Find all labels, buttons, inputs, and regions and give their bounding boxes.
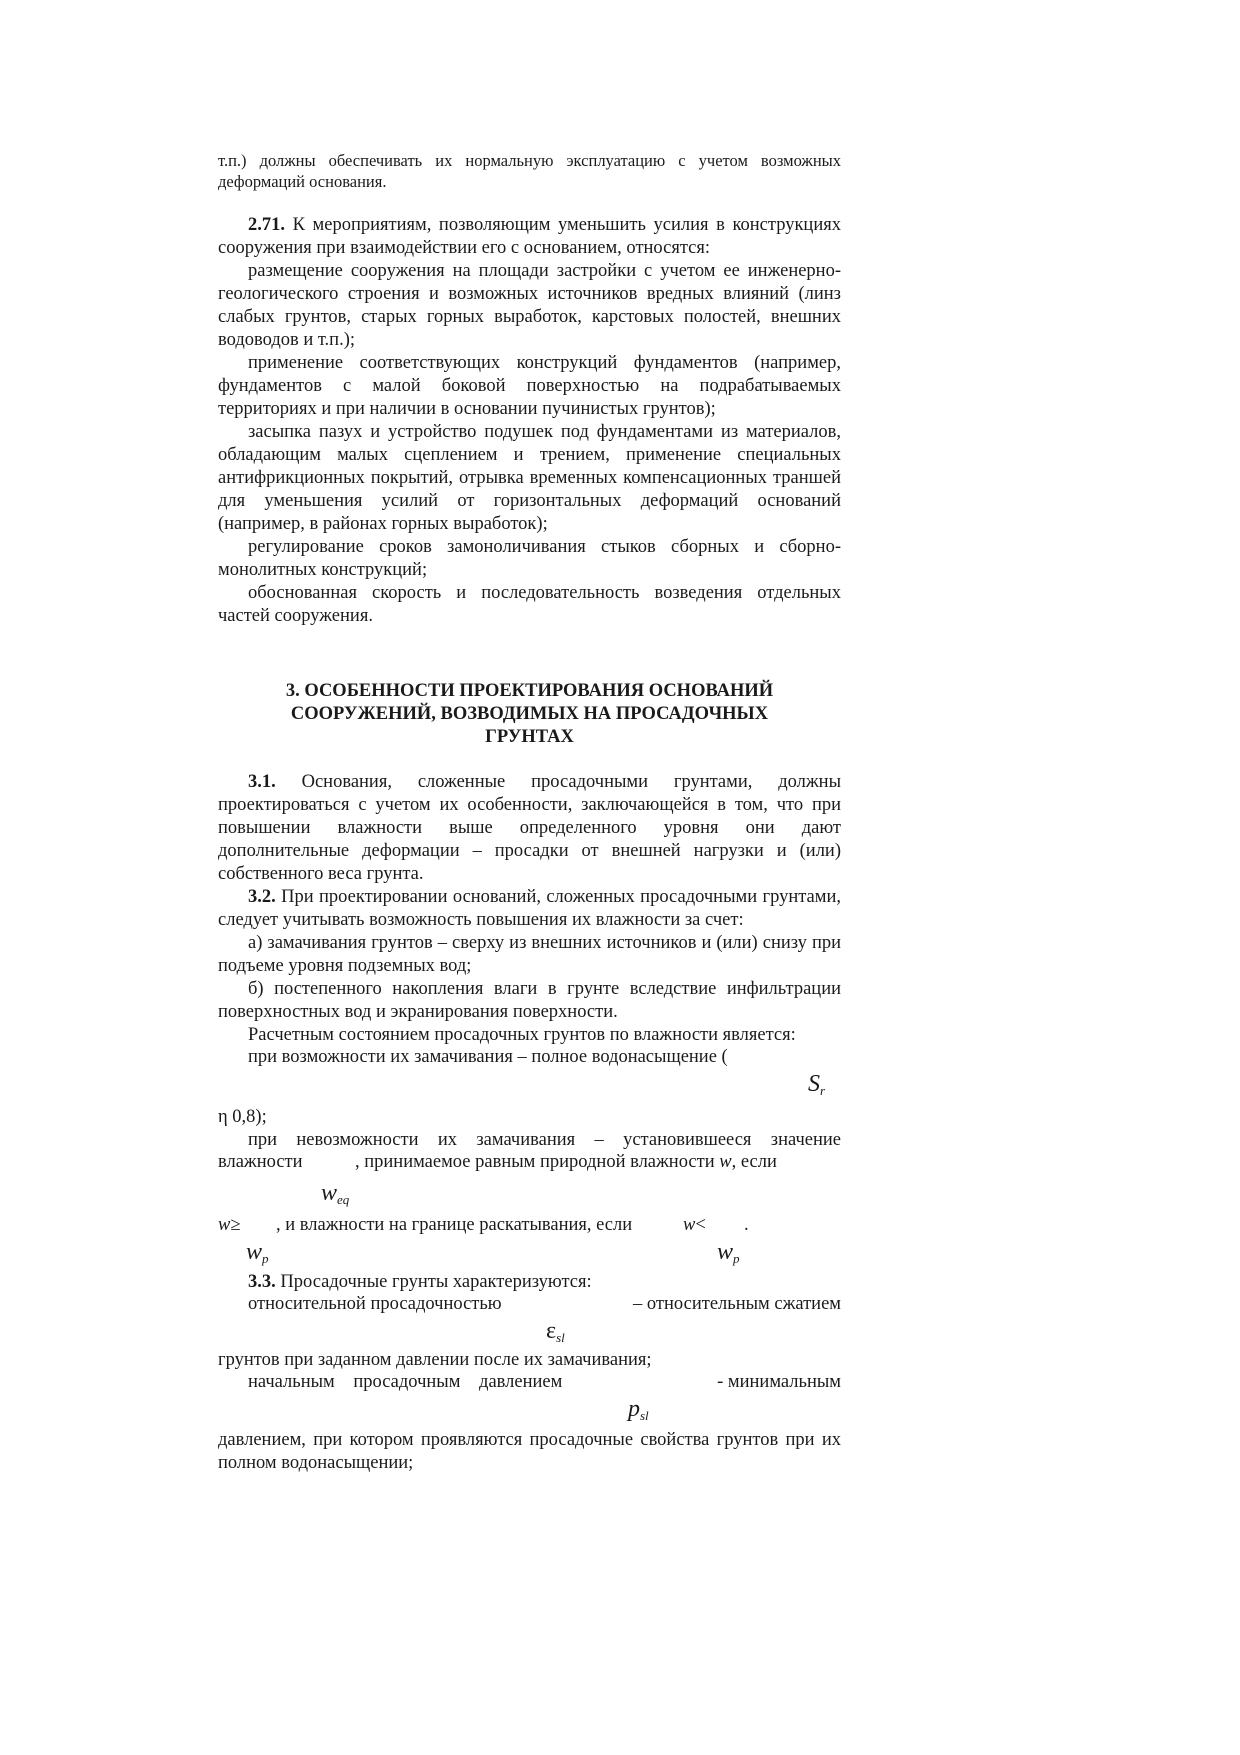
sr-formula-row [218, 1070, 841, 1100]
condition-w1: w≥ [218, 1215, 241, 1235]
design-state-paragraph: Расчетным состоянием просадочных грунтов по влажности является: [248, 1025, 796, 1045]
case-saturation-text: при возможности их замачивания – полное водонасыщение ( [248, 1047, 728, 1067]
list-item: обоснованная скорость и последовательность возведения отдельных частей сооружения. [218, 583, 841, 626]
condition-line [218, 1215, 841, 1238]
psl-line [218, 1372, 841, 1395]
list-item: регулирование сроков замоноличивания стыков сборных и сборно-монолитных конструкций; [218, 537, 841, 580]
paragraph-2-71 [218, 214, 841, 260]
eps-line [218, 1294, 841, 1317]
heading-line: 3. ОСОБЕННОСТИ ПРОЕКТИРОВАНИЯ ОСНОВАНИЙ [285, 681, 774, 701]
clause-number: 3.2. [248, 887, 276, 907]
condition-text: , и влажности на границе раскатывания, если [276, 1215, 633, 1235]
psl-text-b: - минимальным [717, 1372, 841, 1392]
item-b: б) постепенного накопления влаги в грунте вследствие инфильтрации поверхностных вод и экранирования поверхности. [218, 979, 841, 1022]
weq-formula-row [218, 1175, 841, 1215]
section-heading [218, 680, 841, 749]
psl-symbol: $p_{sl}$ [628, 1396, 649, 1423]
wp-symbol: $w_p$ [246, 1239, 269, 1266]
humidity-word: влажности [218, 1152, 303, 1172]
weq-symbol: $w_{eq}$ [321, 1180, 350, 1207]
item-a: а) замачивания грунтов – сверху из внешних источников и (или) снизу при подъеме уровня подземных вод; [218, 933, 841, 976]
sr-symbol: $S_r$ [808, 1071, 826, 1098]
heading-line: СООРУЖЕНИЙ, ВОЗВОДИМЫХ НА ПРОСАДОЧНЫХ [290, 704, 769, 724]
eps-text-b: – относительным сжатием [633, 1294, 841, 1314]
clause-text: При проектировании оснований, сложенных просадочными грунтами, следует учитывать возможность повышения их влажности за счет: [218, 887, 841, 930]
list-item: засыпка пазух и устройство подушек под фундаментами из материалов, обладающим малых сцеплением и трением, применение специальных антифрикционных покрытий, отрывка временных компенсационных траншей для уменьшения усилий от горизонтальных деформаций оснований (например, в районах горных выработок); [218, 422, 841, 534]
clause-number: 2.71. [248, 215, 285, 235]
case-no-soaking-line: при невозможности их замачивания – установившееся значение [248, 1130, 841, 1150]
psl-continuation: давлением, при котором проявляются просадочные свойства грунтов при их полном водонасыщении; [218, 1430, 841, 1473]
document-page [218, 150, 841, 1475]
psl-text-a: начальным просадочным давлением [248, 1372, 563, 1392]
paragraph-3-1 [218, 771, 841, 886]
condition-end: . [744, 1215, 749, 1235]
eps-formula-row [218, 1317, 841, 1349]
clause-number: 3.1. [248, 772, 276, 792]
eps-text-a: относительной просадочностью [248, 1294, 502, 1314]
list-item: размещение сооружения на площади застройки с учетом ее инженерно-геологического строения и возможных источников вредных влияний (линз слабых грунтов, старых горных выработок, карстовых полостей, внешних водоводов и т.п.); [218, 261, 841, 350]
psl-formula-row [218, 1395, 841, 1429]
intro-paragraph: т.п.) должны обеспечивать их нормальную эксплуатацию с учетом возможных деформаций основания. [218, 151, 841, 191]
case2-text-b: , принимаемое равным природной влажности w, если [355, 1152, 777, 1172]
paragraph-3-2 [218, 886, 841, 932]
clause-text: К мероприятиям, позволяющим уменьшить усилия в конструкциях сооружения при взаимодействии его с основанием, относятся: [218, 215, 841, 258]
heading-line: ГРУНТАХ [485, 727, 574, 747]
sr-value: η 0,8); [218, 1107, 267, 1127]
list-item: применение соответствующих конструкций фундаментов (например, фундаментов с малой боковой поверхностью на подрабатываемых территориях и при наличии в основании пучинистых грунтов); [218, 353, 841, 419]
clause-text: Основания, сложенные просадочными грунтами, должны проектироваться с учетом их особенности, заключающейся в том, что при повышении влажности выше определенного уровня они дают дополнительные деформации – просадки от внешней нагрузки и (или) собственного веса грунта. [218, 772, 841, 884]
clause-number: 3.3. [248, 1272, 276, 1292]
eps-symbol: $\varepsilon_{sl}$ [546, 1318, 565, 1345]
case-no-soaking-line-2 [218, 1152, 841, 1175]
wp-formula-row [218, 1238, 841, 1268]
eps-continuation: грунтов при заданном давлении после их замачивания; [218, 1350, 652, 1370]
clause-text: Просадочные грунты характеризуются: [275, 1272, 592, 1292]
condition-w2: w< [683, 1215, 706, 1235]
paragraph-3-3 [218, 1271, 841, 1294]
wp-symbol: $w_p$ [717, 1239, 740, 1266]
case-saturation-line [218, 1047, 841, 1070]
